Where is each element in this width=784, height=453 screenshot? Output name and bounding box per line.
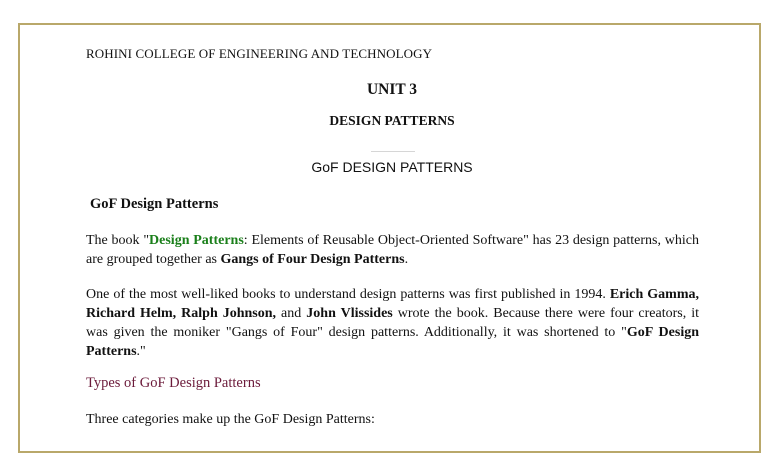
types-heading: Types of GoF Design Patterns [86,375,261,391]
section-heading: GoF Design Patterns [90,196,219,212]
unit-title: UNIT 3 [366,81,418,98]
para2-text-1: One of the most well-liked books to understand design patterns was first published in 1994. [86,287,610,302]
para2-bold-2: John Vlissides [306,306,393,321]
para2-text-4: ." [136,344,146,359]
para2-text-3: wrote the book. Because there were four creators, it was given the moniker "Gangs of Four" design patterns. Additionally, it was shortened to " [86,306,699,340]
design-patterns-link[interactable]: Design Patterns [149,233,244,248]
divider-line [371,151,415,152]
chapter-subtitle: DESIGN PATTERNS [329,113,455,128]
para1-text-1: The book " [86,233,150,248]
paragraph-categories: Three categories make up the GoF Design Patterns: [86,412,375,427]
paragraph-history [86,285,699,361]
para2-text-2: and [276,306,307,321]
para1-text-2: : Elements of Reusable Object-Oriented Software" has 23 design patterns, which are grouped together as [86,233,699,267]
para1-bold-1: Gangs of Four Design Patterns [220,252,405,267]
college-name: ROHINI COLLEGE OF ENGINEERING AND TECHNOLOGY [86,46,433,61]
paragraph-intro [86,231,699,269]
para2-bold-1: Erich Gamma, Richard Helm, Ralph Johnson, [86,287,699,321]
para1-text-3: . [404,252,409,267]
section-title: GoF DESIGN PATTERNS [311,159,473,175]
para2-bold-3: GoF Design Patterns [86,325,699,359]
